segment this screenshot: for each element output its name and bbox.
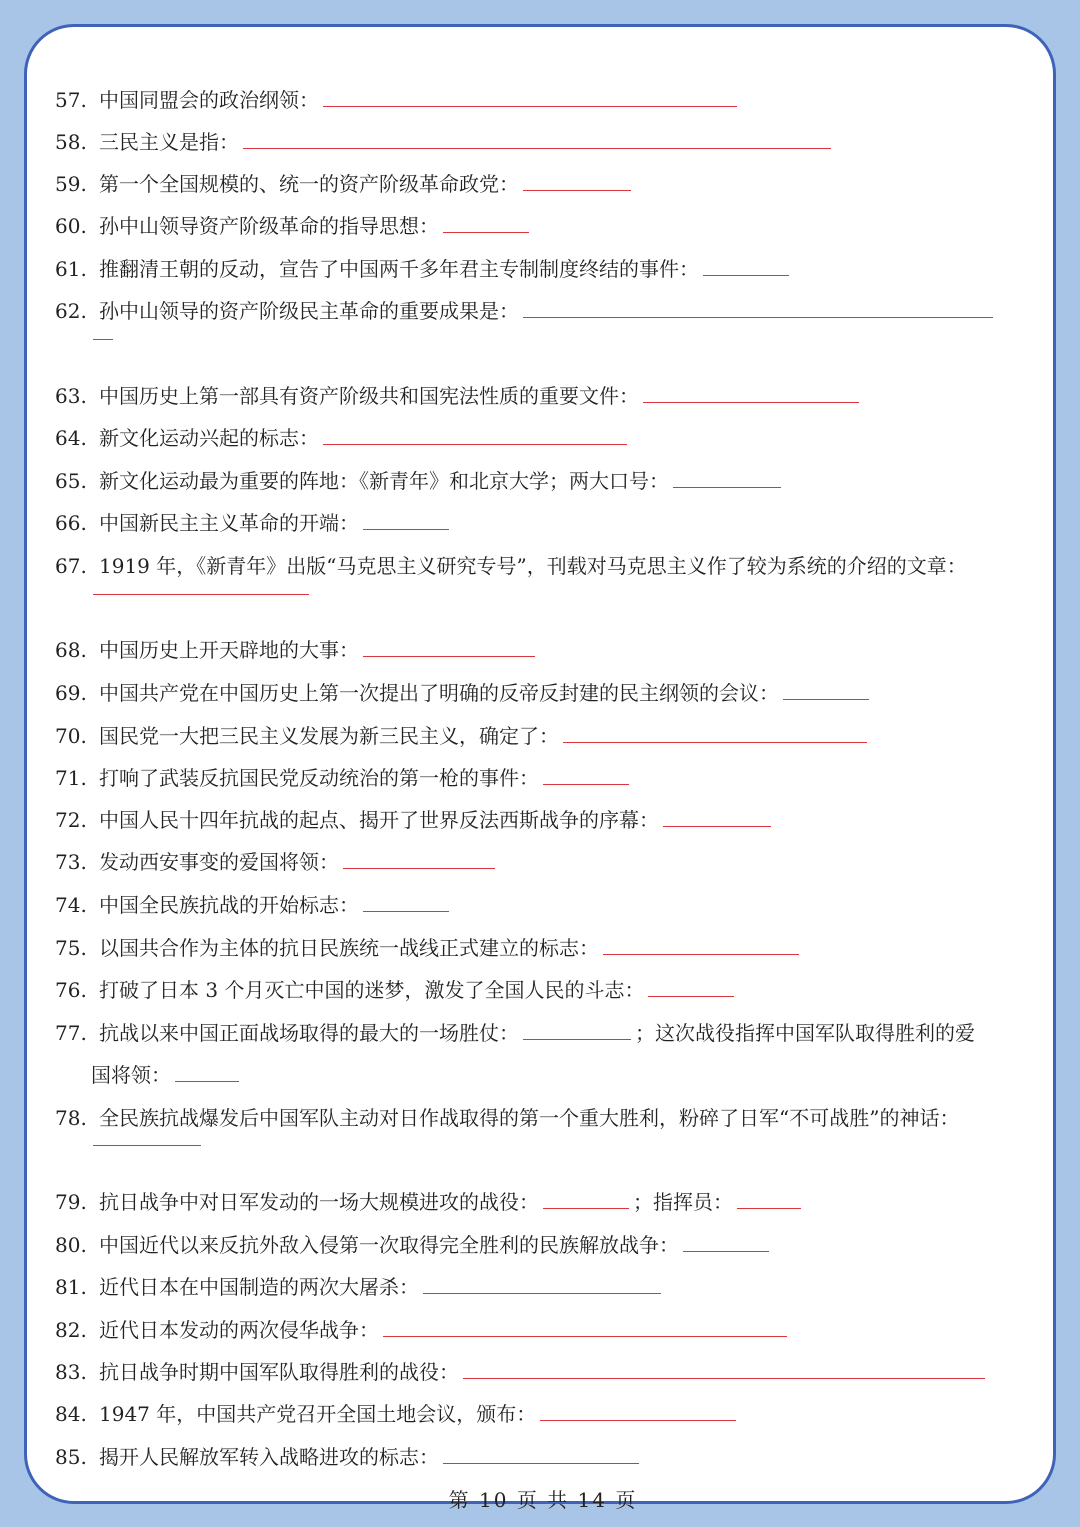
question-73: 73. 发动西安事变的爱国将领：	[55, 849, 495, 875]
question-69: 69. 中国共产党在中国历史上第一次提出了明确的反帝反封建的民主纲领的会议：	[55, 680, 869, 706]
answer-blank[interactable]	[443, 1445, 639, 1464]
question-70: 70. 国民党一大把三民主义发展为新三民主义，确定了：	[55, 723, 867, 749]
document-page	[24, 24, 1056, 1512]
answer-blank[interactable]	[603, 936, 799, 955]
answer-blank[interactable]	[93, 594, 309, 595]
answer-blank[interactable]	[463, 1360, 985, 1379]
question-60: 60. 孙中山领导资产阶级革命的指导思想：	[55, 213, 529, 239]
question-67: 67. 1919 年，《新青年》出版“马克思主义研究专号”，刊载对马克思主义作了较为系统的介绍的文章：	[55, 554, 967, 578]
question-72: 72. 中国人民十四年抗战的起点、揭开了世界反法西斯战争的序幕：	[55, 807, 771, 833]
answer-blank[interactable]	[363, 638, 535, 657]
answer-blank[interactable]	[737, 1190, 801, 1209]
question-66: 66. 中国新民主主义革命的开端：	[55, 510, 449, 536]
answer-blank[interactable]	[543, 766, 629, 785]
answer-blank[interactable]	[563, 724, 867, 743]
page-number: 第 10 页 共 14 页	[448, 1488, 638, 1512]
question-75: 75. 以国共合作为主体的抗日民族统一战线正式建立的标志：	[55, 935, 799, 961]
question-64: 64. 新文化运动兴起的标志：	[55, 425, 627, 451]
question-85: 85. 揭开人民解放军转入战略进攻的标志：	[55, 1444, 639, 1470]
question-77: 77. 抗战以来中国正面战场取得的最大的一场胜仗： ；这次战役指挥中国军队取得胜利的爱	[55, 1021, 975, 1045]
answer-blank[interactable]	[243, 130, 831, 149]
question-76: 76. 打破了日本 3 个月灭亡中国的迷梦，激发了全国人民的斗志：	[55, 977, 734, 1003]
answer-blank[interactable]	[523, 299, 993, 318]
answer-blank[interactable]	[443, 214, 529, 233]
question-77-continued: 国将领：	[91, 1062, 239, 1088]
answer-blank[interactable]	[783, 681, 869, 700]
question-63: 63. 中国历史上第一部具有资产阶级共和国宪法性质的重要文件：	[55, 383, 859, 409]
question-61: 61. 推翻清王朝的反动，宣告了中国两千多年君主专制制度终结的事件：	[55, 256, 789, 282]
question-84: 84. 1947 年，中国共产党召开全国土地会议，颁布：	[55, 1401, 736, 1427]
answer-blank[interactable]	[673, 469, 781, 488]
answer-blank[interactable]	[363, 511, 449, 530]
answer-blank[interactable]	[363, 893, 449, 912]
answer-blank[interactable]	[423, 1275, 661, 1294]
question-59: 59. 第一个全国规模的、统一的资产阶级革命政党：	[55, 171, 631, 197]
question-58: 58. 三民主义是指：	[55, 129, 831, 155]
question-78: 78. 全民族抗战爆发后中国军队主动对日作战取得的第一个重大胜利，粉碎了日军“不可战胜”的神话：	[55, 1106, 960, 1130]
question-65: 65. 新文化运动最为重要的阵地：《新青年》和北京大学；两大口号：	[55, 468, 781, 494]
question-71: 71. 打响了武装反抗国民党反动统治的第一枪的事件：	[55, 765, 629, 791]
answer-blank[interactable]	[643, 384, 859, 403]
question-81: 81. 近代日本在中国制造的两次大屠杀：	[55, 1274, 661, 1300]
answer-blank[interactable]	[703, 257, 789, 276]
answer-blank[interactable]	[93, 1145, 201, 1146]
question-57: 57. 中国同盟会的政治纲领：	[55, 87, 737, 113]
answer-blank[interactable]	[383, 1318, 787, 1337]
question-68: 68. 中国历史上开天辟地的大事：	[55, 637, 535, 663]
question-83: 83. 抗日战争时期中国军队取得胜利的战役：	[55, 1359, 985, 1385]
answer-blank-continued[interactable]	[93, 339, 113, 340]
answer-blank[interactable]	[175, 1063, 239, 1082]
answer-blank[interactable]	[540, 1402, 736, 1421]
question-80: 80. 中国近代以来反抗外敌入侵第一次取得完全胜利的民族解放战争：	[55, 1232, 769, 1258]
answer-blank[interactable]	[683, 1233, 769, 1252]
question-82: 82. 近代日本发动的两次侵华战争：	[55, 1317, 787, 1343]
answer-blank[interactable]	[343, 850, 495, 869]
answer-blank[interactable]	[323, 88, 737, 107]
question-74: 74. 中国全民族抗战的开始标志：	[55, 892, 449, 918]
question-79: 79. 抗日战争中对日军发动的一场大规模进攻的战役： ；指挥员：	[55, 1189, 801, 1215]
answer-blank[interactable]	[523, 1021, 631, 1040]
question-62: 62. 孙中山领导的资产阶级民主革命的重要成果是：	[55, 298, 993, 324]
answer-blank[interactable]	[323, 426, 627, 445]
answer-blank[interactable]	[663, 808, 771, 827]
answer-blank[interactable]	[523, 172, 631, 191]
answer-blank[interactable]	[543, 1190, 629, 1209]
answer-blank[interactable]	[648, 978, 734, 997]
